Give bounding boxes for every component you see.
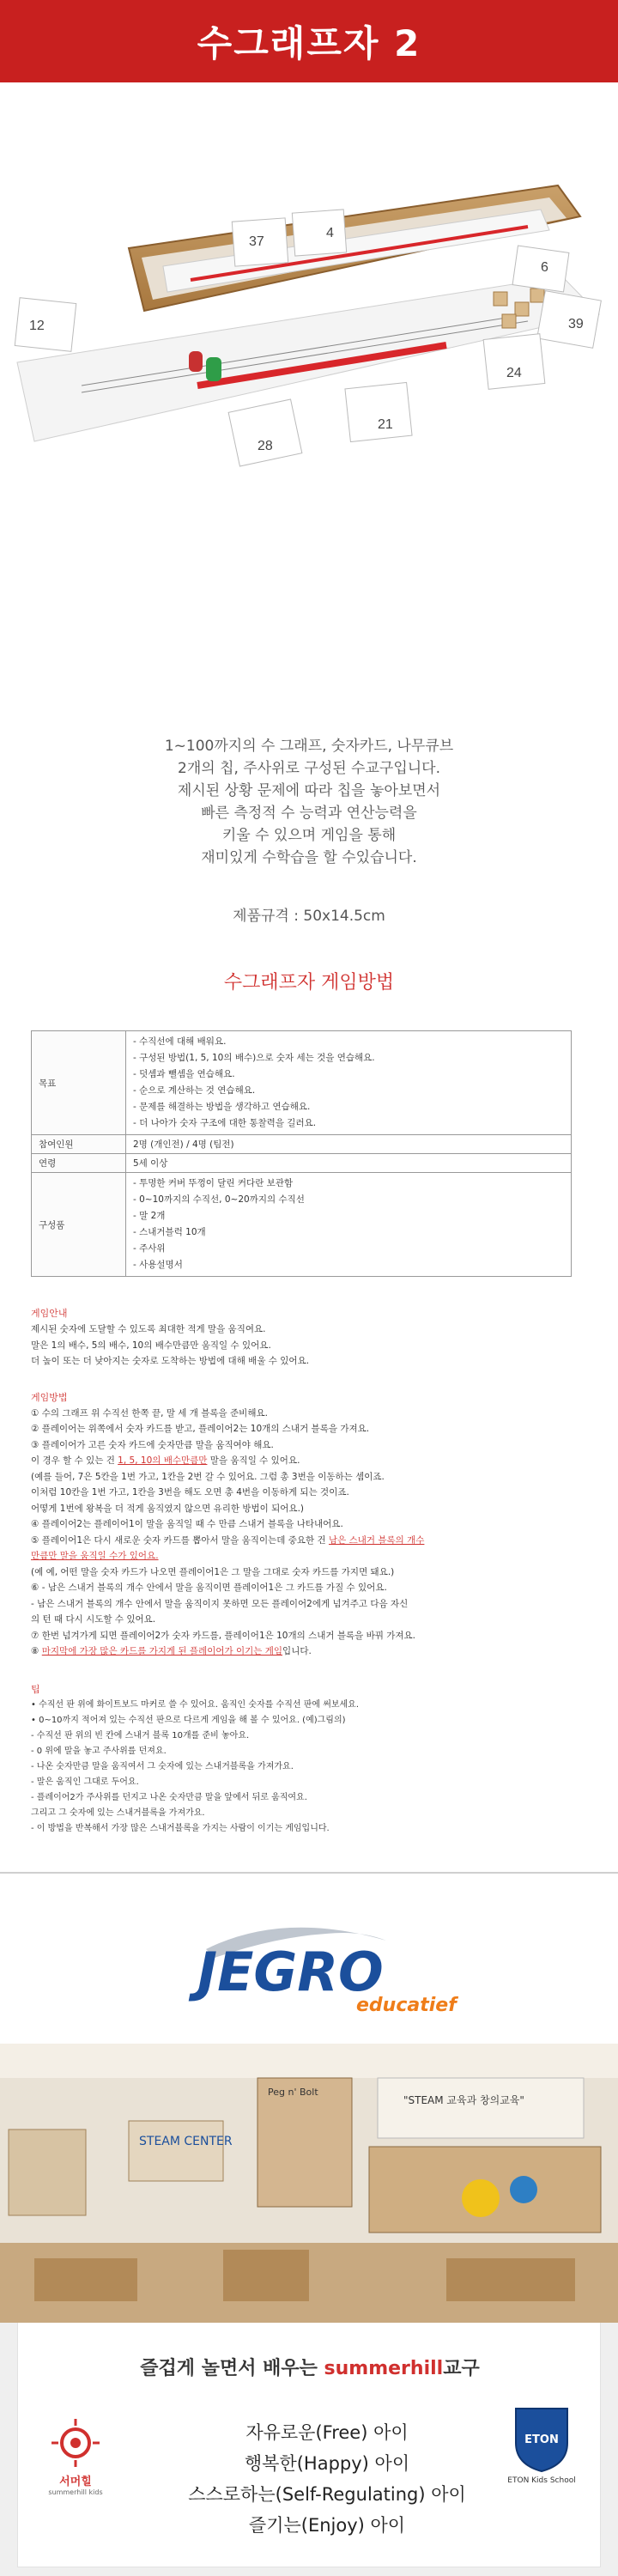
- section-divider: [0, 1872, 618, 1874]
- description-line: 키울 수 있으며 게임을 통해: [221, 827, 397, 844]
- page-title: 수그래프자 2: [197, 22, 421, 64]
- slogans: [173, 2417, 482, 2541]
- svg-text:STEAM CENTER: STEAM CENTER: [139, 2135, 233, 2148]
- description-line: 빠른 측정적 수 능력과 연산능력을: [201, 805, 417, 822]
- goal-list: [133, 1034, 564, 1132]
- step-line: ① 수의 그래프 위 수직선 한쪽 끝, 말 세 개 블록을 준비해요.: [31, 1407, 268, 1419]
- list-item: - 더 나아가 숫자 구조에 대한 통찰력을 길러요.: [133, 1118, 317, 1128]
- game-steps: 게임방법 ① 수의 그래프 위 수직선 한쪽 끝, 말 세 개 블록을 준비해요. ② 플레이어는 위쪽에서 숫자 카드를 받고, 플레이어2는 10개의 스내거 블록을 가져요. ③ 플레이어가 고른 숫자 카드에 숫자만큼 말을 움직여야 해요. 이 경우 할 수 있는 건 1, 5, 10의 배수만큼만 말을 움직일 수 있어요. (예를 들어, 7은 5칸을 1번 가고, 1칸을 2번 갈 수 있어요. 그럼 총 3번을 이동하는 셈이죠. 이처럼 10칸을 1번 가고, 1칸을 3번을 해도 오면 총 4번을 이동하게 되는 것이죠. 어떻게 1번에 왕복을 더 적게 움직였지 않으면 유리한 방법이 되어요.) ④ 플레이어2는 플레이어1이 말을 움직일 때 수 만큼 스내거 블록을 나타내어요. ⑤ 플레이어1은 다시 새로운 숫자 카드를 뽑아서 말을 움직이는데 중요한 건 남은 스내거 블록의 개수 만큼만 말을 움직일 수가 있어요. (예 예, 어떤 말을 숫자 카드가 나오면 플레이어1은 그 말을 그대로 숫자 카드를 가지면 돼요.) ⑥ - 남은 스내거 블록의 개수 안에서 말을 움직이면 플레이어1은 그 카드를 가질 수 있어요. - 남은 스내거 블록의 개수 안에서 말을 움직이지 못하면 모든 플레이어2에게 넘겨주고 다음 자신 의 턴 때 다시 시도할 수 있어요. ⑦ 한번 넘겨가게 되면 플레이어2가 숫자 카드를, 플레이어1은 10개의 스내거 블록을 바꿔 가져요. ⑧ 마지막에 가장 많은 카드를 가지게 된 플레이어가 이기는 게임입니다.: [31, 1390, 589, 1660]
- list-item: - 0~10까지의 수직선, 0~20까지의 수직선: [133, 1194, 305, 1205]
- product-illustration: [0, 89, 618, 544]
- sun-icon: [50, 2417, 101, 2469]
- description-line: 제시된 상황 문제에 따라 칩을 놓아보면서: [177, 782, 441, 799]
- number-card-label: 6: [541, 260, 548, 275]
- game-intro: 게임안내 제시된 숫자에 도달할 수 있도록 최대한 적게 말을 움직여요. 말은 1의 배수, 5의 배수, 10의 배수만큼만 움직일 수 있어요. 더 높이 또는 더 낮아지는 숫자로 도착하는 방법에 대해 배울 수 있어요.: [31, 1306, 589, 1370]
- step-example-line: 이처럼 10칸을 1번 가고, 1칸을 3번을 해도 오면 총 4번을 이동하게 되는 것이죠.: [31, 1487, 349, 1498]
- step-example-line: (예를 들어, 7은 5칸을 1번 가고, 1칸을 2번 갈 수 있어요. 그럼 총 3번을 이동하는 셈이죠.: [31, 1471, 385, 1482]
- slogan-line: 즐기는(Enjoy) 아이: [248, 2515, 406, 2536]
- slogan-line: 행복한(Happy) 아이: [244, 2453, 410, 2474]
- list-item: - 주사위: [133, 1243, 166, 1254]
- info-table: [31, 1030, 572, 1277]
- tip-line: - 수직선 판 위의 빈 칸에 스내거 블록 10개를 준비 놓아요.: [31, 1730, 250, 1741]
- wood-cube: [494, 292, 507, 306]
- table-row: 참여인원 2명 (개인전) / 4명 (팀전): [32, 1135, 572, 1154]
- intro-line: 말은 1의 배수, 5의 배수, 10의 배수만큼만 움직일 수 있어요.: [31, 1340, 271, 1351]
- tip-line: • 수직선 판 위에 화이트보드 마커로 쓸 수 있어요. 움직인 숫자를 수직선 판에 써보세요.: [31, 1699, 360, 1710]
- tip-line: • 0~10까지 적어져 있는 수직선 판으로 다르게 게임을 해 볼 수 있어요. (예)그림의): [31, 1715, 346, 1725]
- step-line: ③ 플레이어가 고른 숫자 카드에 숫자만큼 말을 움직여야 해요.: [31, 1439, 274, 1450]
- page-header: [0, 0, 618, 82]
- product-spec: 제품규격 : 50x14.5cm: [233, 908, 385, 925]
- list-item: - 수직선에 대해 배워요.: [133, 1036, 227, 1047]
- svg-text:JEGRO: JEGRO: [197, 1941, 384, 2003]
- howto-title: 수그래프자 게임방법: [223, 972, 395, 993]
- table-row: 연령 5세 이상: [32, 1154, 572, 1173]
- number-card-label: 39: [568, 317, 584, 331]
- slogan-line: 스스로하는(Self-Regulating) 아이: [188, 2484, 466, 2505]
- tips-section: 팁 • 수직선 판 위에 화이트보드 마커로 쓸 수 있어요. 움직인 숫자를 수직선 판에 써보세요. • 0~10까지 적어져 있는 수직선 판으로 다르게 게임을 해 볼 수 있어요. (예)그림의) - 수직선 판 위의 빈 칸에 스내거 블록 10개를 준비 놓아요. - 0 위에 말을 놓고 주사위를 던져요. - 나온 숫자만큼 말을 움직여서 그 숫자에 있는 스내거블록을 가져가요. - 말은 움직인 그대로 두어요. - 플레이어2가 주사위를 던지고 나온 숫자만큼 말을 앞에서 뒤로 움직여요. 그리고 그 숫자에 있는 스내거블록을 가져가요. - 이 방법을 반복해서 가장 많은 스내거블록을 가지는 사람이 이기는 게임입니다.: [31, 1682, 589, 1837]
- product-description: [0, 735, 618, 869]
- svg-text:"STEAM 교육과 창의교육": "STEAM 교육과 창의교육": [403, 2094, 524, 2106]
- list-item: - 순으로 계산하는 것 연습해요.: [133, 1085, 256, 1096]
- number-card-label: 28: [258, 439, 273, 453]
- tip-line: - 이 방법을 반복해서 가장 많은 스내거블록을 가지는 사람이 이기는 게임입니다.: [31, 1823, 330, 1833]
- eton-logo: ETON ETON Kids School: [499, 2404, 585, 2485]
- slogan-line: 자유로운(Free) 아이: [245, 2422, 409, 2443]
- red-game-piece: [189, 351, 203, 372]
- tip-line: - 0 위에 말을 놓고 주사위를 던져요.: [31, 1746, 167, 1756]
- tip-line: - 플레이어2가 주사위를 던지고 나온 숫자만큼 말을 앞에서 뒤로 움직여요.: [31, 1792, 307, 1802]
- step-line: ② 플레이어는 위쪽에서 숫자 카드를 받고, 플레이어2는 10개의 스내거 블록을 가져요.: [31, 1424, 370, 1434]
- svg-text:ETON: ETON: [524, 2433, 559, 2446]
- description-line: 1~100까지의 수 그래프, 숫자카드, 나무큐브: [164, 738, 454, 755]
- product-photo: [0, 89, 618, 544]
- description-line: 재미있게 수학습을 할 수있습니다.: [201, 849, 417, 866]
- list-item: - 투명한 커버 뚜껑이 달린 커다란 보관함: [133, 1178, 294, 1188]
- shield-icon: [512, 2404, 572, 2473]
- intro-line: 제시된 숫자에 도달할 수 있도록 최대한 적게 말을 움직여요.: [31, 1324, 266, 1334]
- tip-line: - 말은 움직인 그대로 두어요.: [31, 1777, 139, 1787]
- description-line: 2개의 칩, 주사위로 구성된 수교구입니다.: [178, 760, 440, 777]
- step-example-line: 어떻게 1번에 왕복을 더 적게 움직였지 않으면 유리한 방법이 되어요.): [31, 1503, 305, 1514]
- summerhill-logo: 서머힐 summerhill kids: [37, 2417, 114, 2496]
- number-card-label: 24: [506, 366, 522, 380]
- jegro-logo: [0, 1915, 618, 2018]
- list-item: - 구성된 방법(1, 5, 10의 배수)으로 숫자 세는 것을 연습해요.: [133, 1053, 375, 1063]
- intro-line: 더 높이 또는 더 낮아지는 숫자로 도착하는 방법에 대해 배울 수 있어요.: [31, 1356, 310, 1366]
- classroom-photo: [0, 2044, 618, 2323]
- brand-banner: [0, 2323, 618, 2576]
- svg-text:educatief: educatief: [356, 1995, 457, 2016]
- list-item: - 문제를 해결하는 방법을 생각하고 연습해요.: [133, 1102, 311, 1112]
- tagline: 즐겁게 놀면서 배우는 summerhill교구: [140, 2358, 480, 2379]
- table-row: 구성품 - 투명한 커버 뚜껑이 달린 커다란 보관함 - 0~10까지의 수직선, 0~20까지의 수직선 - 말 2개 - 스내거블럭 10개 - 주사위 - 사용설명서: [32, 1173, 572, 1277]
- list-item: - 스내거블럭 10개: [133, 1227, 206, 1237]
- svg-text:Peg n' Bolt: Peg n' Bolt: [268, 2087, 318, 2098]
- list-item: - 덧셈과 뺄셈을 연습해요.: [133, 1069, 235, 1079]
- tip-line: 그리고 그 숫자에 있는 스내거블록을 가져가요.: [31, 1807, 205, 1818]
- number-card-label: 4: [326, 226, 334, 240]
- number-card-label: 21: [378, 417, 393, 432]
- green-game-piece: [206, 357, 221, 381]
- table-row: 목표 - 수직선에 대해 배워요. - 구성된 방법(1, 5, 10의 배수)으로 숫자 세는 것을 연습해요. - 덧셈과 뺄셈을 연습해요. - 순으로 계산하는 것 연습해요. - 문제를 해결하는 방법을 생각하고 연습해요. - 더 나아가 숫자 구조에 대한 통찰력을 길러요.: [32, 1031, 572, 1135]
- brand-card: [17, 2323, 601, 2567]
- tip-line: - 나온 숫자만큼 말을 움직여서 그 숫자에 있는 스내거블록을 가져가요.: [31, 1761, 294, 1771]
- number-card-label: 37: [249, 234, 264, 249]
- parts-list: [133, 1176, 564, 1273]
- list-item: - 말 2개: [133, 1211, 166, 1221]
- number-card-label: 12: [29, 319, 45, 333]
- list-item: - 사용설명서: [133, 1260, 183, 1270]
